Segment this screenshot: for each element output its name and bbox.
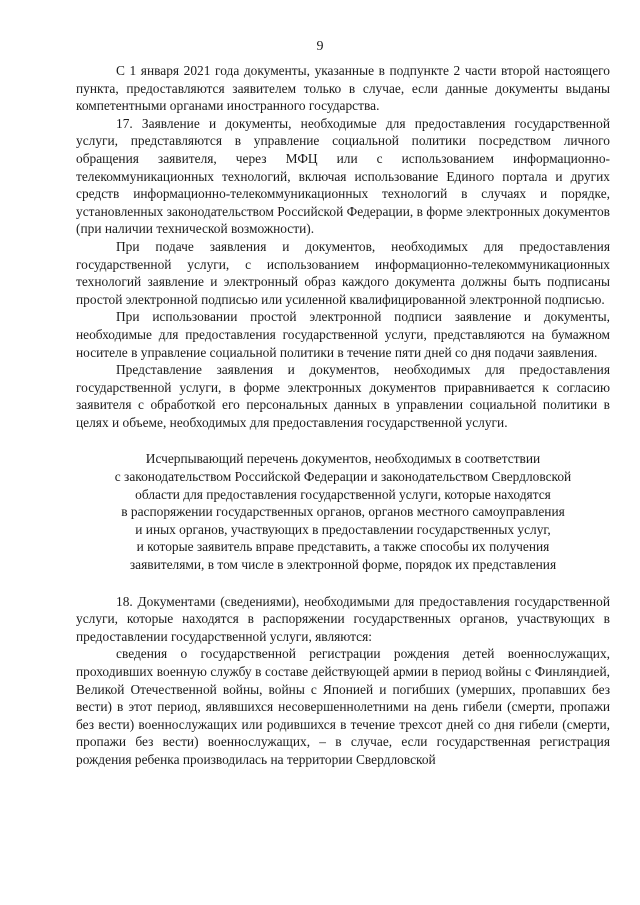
- heading-line: и иных органов, участвующих в предоставлении государственных услуг,: [135, 521, 551, 537]
- paragraph: При использовании простой электронной подписи заявление и документы, необходимые для предоставления государственной услуги, представляются на бумажном носителе в управление социальной политики в течение пяти дней со дня подачи заявления.: [76, 309, 610, 360]
- page-number: 9: [316, 39, 324, 54]
- paragraph: При подаче заявления и документов, необходимых для предоставления государственной услуги, с использованием информационно-телекоммуникационных технологий заявление и электронный образ каждого документа должны быть подписаны простой электронной подписью или усиленной квалифицированной электронной подписью.: [76, 238, 610, 307]
- paragraph: Представление заявления и документов, необходимых для предоставления государственной услуги, в форме электронных документов приравнивается к согласию заявителя с обработкой его персональных данных в управлении социальной политики в целях и объеме, необходимых для предоставления государственной услуги.: [76, 362, 610, 430]
- paragraph: С 1 января 2021 года документы, указанные в подпункте 2 части второй настоящего пункта, предоставляются заявителем только в случае, если данные документы выданы компетентными органами иностранного государства.: [76, 63, 610, 114]
- paragraph: 18. Документами (сведениями), необходимыми для предоставления государственной услуги, которые находятся в распоряжении государственных органов, участвующих в предоставлении государственной услуги, являются:: [76, 593, 610, 644]
- heading-line: с законодательством Российской Федерации и законодательством Свердловской: [114, 469, 572, 485]
- heading-line: заявителями, в том числе в электронной форме, порядок их представления: [129, 557, 557, 573]
- paragraph: сведения о государственной регистрации рождения детей военнослужащих, проходивших военную службу в составе действующей армии в период войны с Финляндией, Великой Отечественной войны, войны с Японией и погибших (умерших, пропавших без вести) в этот период, являвшихся несовершеннолетними на день гибели (смерти, пропажи без вести) военнослужащих или родившихся в течение трехсот дней со дня гибели (смерти, пропажи без вести) военнослужащих, – в случае, если государственная регистрация рождения ребенка производилась на территории Свердловской: [76, 646, 610, 767]
- paragraph: 17. Заявление и документы, необходимые для предоставления государственной услуги, представляются в управление социальной политики посредством личного обращения заявителя, через МФЦ или с использованием информационно-телекоммуникационных технологий, включая использование Единого портала и других средств информационно-телекоммуникационных технологий в случаях и порядке, установленных законодательством Российской Федерации, в форме электронных документов (при наличии технической возможности).: [76, 115, 610, 237]
- heading-line: и которые заявитель вправе представить, а также способы их получения: [136, 539, 550, 555]
- section-heading: [76, 450, 610, 573]
- heading-line: в распоряжении государственных органов, органов местного самоуправления: [121, 504, 565, 520]
- document-body: [76, 62, 610, 769]
- heading-line: области для предоставления государственной услуги, которые находятся: [135, 486, 551, 502]
- heading-line: Исчерпывающий перечень документов, необходимых в соответствии: [145, 451, 541, 467]
